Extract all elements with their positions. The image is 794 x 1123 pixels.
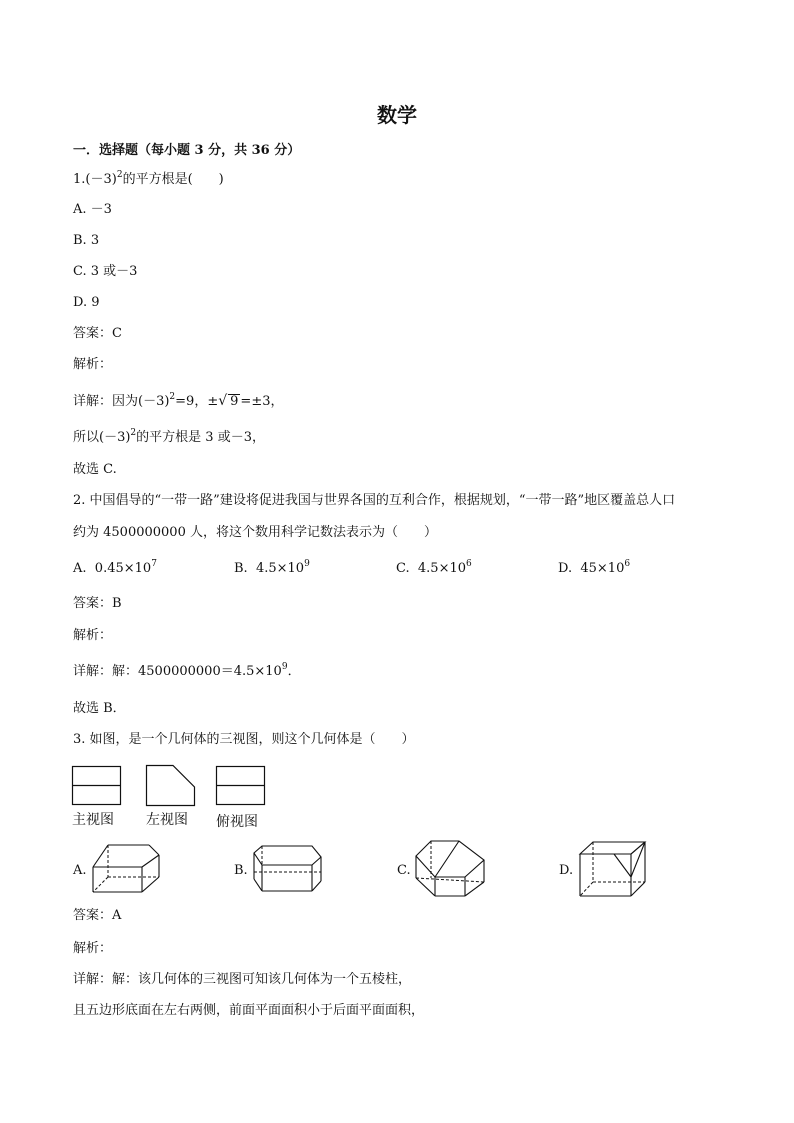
- q3-detail-line1: 详解：解：该几何体的三视图可知该几何体为一个五棱柱，: [73, 972, 412, 987]
- q3-analysis-label: 解析：: [73, 941, 113, 956]
- q3-option-d-solid: [578, 841, 648, 899]
- q3-option-b-solid: [253, 845, 323, 893]
- side-view-figure: [146, 765, 196, 807]
- q3-option-d-letter: D.: [559, 863, 574, 878]
- top-view-label: 俯视图: [216, 814, 258, 830]
- q1-analysis-label: 解析：: [73, 357, 113, 372]
- side-view-label: 左视图: [146, 812, 188, 828]
- q2-stem-line2: 约为 4500000000 人，将这个数用科学记数法表示为（ ）: [73, 525, 437, 540]
- q2-option-c: C. $4.5\times 10^6$: [396, 559, 472, 576]
- top-view-figure: [216, 766, 266, 806]
- q3-option-c-solid: [415, 840, 487, 898]
- q3-answer: 答案：A: [73, 908, 122, 923]
- q1-stem: $1.(-3)^2$的平方根是( ): [73, 170, 224, 187]
- q1-conclusion: 故选 C.: [73, 462, 117, 477]
- q3-option-a-solid: [92, 843, 162, 895]
- q1-answer: 答案：C: [73, 326, 122, 341]
- q2-answer: 答案：B: [73, 596, 122, 611]
- q1-option-b: B. 3: [73, 233, 100, 248]
- q1-option-a: A. －3: [73, 202, 112, 217]
- q1-option-c: C. 3 或－3: [73, 264, 138, 279]
- q2-option-a: A. $0.45\times 10^7$: [73, 559, 157, 576]
- q2-analysis-label: 解析：: [73, 628, 113, 643]
- q3-option-c-letter: C.: [397, 863, 411, 878]
- section-heading: 一．选择题（每小题 3 分，共 36 分）: [73, 143, 301, 158]
- q2-option-b: B. $4.5\times 10^9$: [234, 559, 310, 576]
- q3-stem: 3. 如图，是一个几何体的三视图，则这个几何体是（ ）: [73, 732, 415, 747]
- q2-conclusion: 故选 B．: [73, 701, 126, 716]
- front-view-label: 主视图: [72, 812, 114, 828]
- q3-option-a-letter: A.: [73, 863, 87, 878]
- sqrt-icon: √: [218, 393, 228, 409]
- q1-detail: 详解：因为$(-3)^2=9$，±√ 9 =±3，: [73, 392, 284, 409]
- q2-detail: 详解：解：$4500000000=4.5\times 10^9$．: [73, 662, 301, 679]
- q1-option-d: D. 9: [73, 295, 100, 310]
- q3-detail-line2: 且五边形底面在左右两侧，前面平面面积小于后面平面面积，: [73, 1003, 425, 1018]
- q1-detail-line2: 所以$(-3)^2$的平方根是 3 或－3，: [73, 428, 265, 445]
- q3-option-b-letter: B.: [234, 863, 248, 878]
- page-title: 数学: [377, 103, 417, 127]
- q2-option-d: D. $45\times 10^6$: [558, 559, 631, 576]
- q2-stem-line1: 2. 中国倡导的“一带一路”建设将促进我国与世界各国的互利合作，根据规划，“一带一路”地区覆盖总人口: [73, 493, 676, 508]
- front-view-figure: [72, 766, 122, 806]
